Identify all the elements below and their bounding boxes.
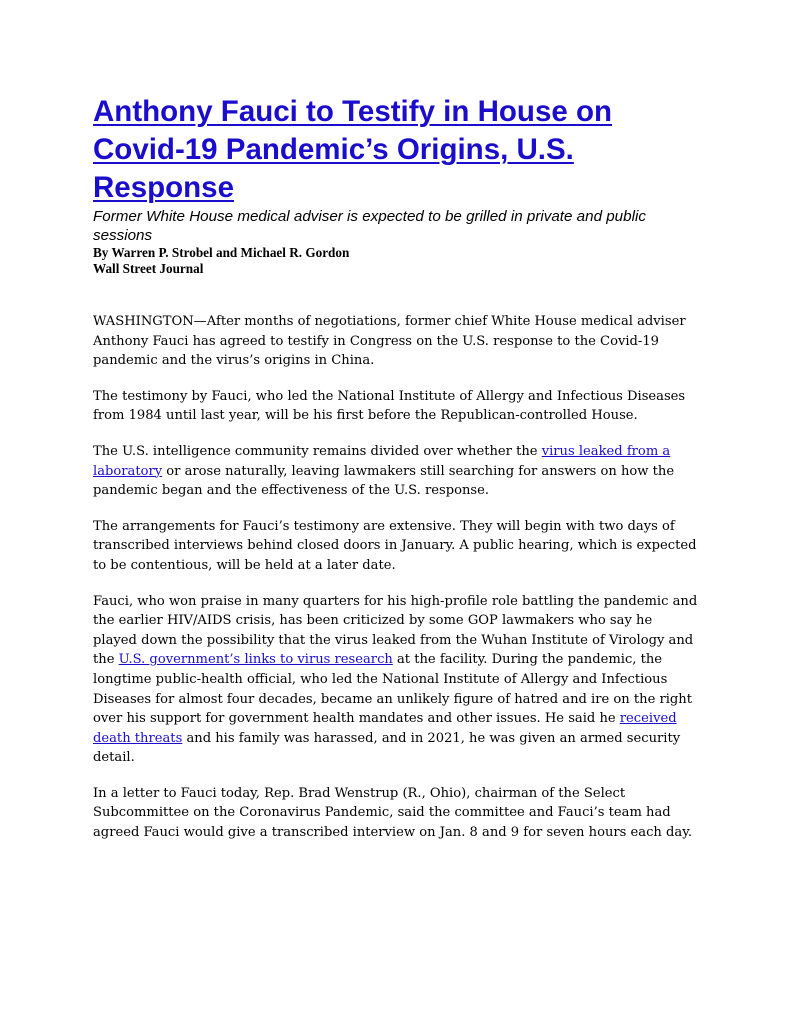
virus-research-link[interactable]: U.S. government’s links to virus research [118,652,393,668]
paragraph-1: WASHINGTON—After months of negotiations, former chief White House medical adviser Anthony Fauci has agreed to testify in Congress on the U.S. response to the Covid-19 pandemic and the virus’s origins in China. [93,314,686,369]
article-publication: Wall Street Journal [93,261,204,276]
paragraph-2: The testimony by Fauci, who led the National Institute of Allergy and Infectious Diseases from 1984 until last year, will be his first before the Republican-controlled House. [93,388,686,424]
article-body [93,312,698,843]
paragraph-5-text-a: Fauci, who won praise in many quarters for his high-profile role battling the pandemic and the earlier HIV/AIDS crisis, has been criticized by some GOP lawmakers who say he played down the possibility that the virus leaked from the Wuhan Institute of Virology and the [93,593,698,668]
paragraph-5 [93,592,698,768]
headline-link[interactable]: Anthony Fauci to Testify in House on Covid-19 Pandemic’s Origins, U.S. Response [93,95,612,204]
article-headline [93,93,698,207]
paragraph-5-text-c: and his family was harassed, and in 2021, he was given an armed security detail. [93,730,681,766]
virus-leaked-link[interactable]: virus leaked from a laboratory [93,443,671,479]
article-subheadline: Former White House medical adviser is expected to be grilled in private and public sessions [93,208,646,244]
article [93,93,698,859]
article-byline: By Warren P. Strobel and Michael R. Gordon [93,245,350,260]
death-threats-link[interactable]: received death threats [93,711,677,746]
paragraph-5-text-b: at the facility. During the pandemic, the longtime public-health official, who led the National Institute of Allergy and Infectious Diseases for almost four decades, became an unlikely figure of hatred and ire on the right over his support for government health mandates and other issues. He said he [93,652,693,727]
paragraph-3 [93,442,698,501]
paragraph-4: The arrangements for Fauci’s testimony are extensive. They will begin with two days of transcribed interviews behind closed doors in January. A public hearing, which is expected to be contentious, will be held at a later date. [93,518,697,573]
paragraph-6: In a letter to Fauci today, Rep. Brad Wenstrup (R., Ohio), chairman of the Select Subcommittee on the Coronavirus Pandemic, said the committee and Fauci’s team had agreed Fauci would give a transcribed interview on Jan. 8 and 9 for seven hours each day. [93,785,693,841]
paragraph-3-text-b: or arose naturally, leaving lawmakers still searching for answers on how the pandemic began and the effectiveness of the U.S. response. [93,463,675,499]
paragraph-3-text-a: The U.S. intelligence community remains divided over whether the [93,443,542,459]
